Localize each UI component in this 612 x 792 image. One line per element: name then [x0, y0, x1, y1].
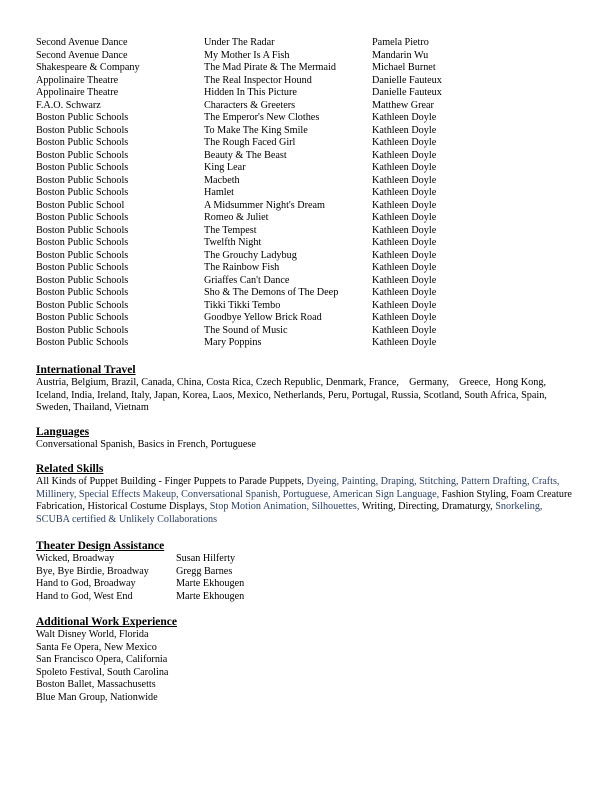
credit-show: Sho & The Demons of The Deep [204, 287, 339, 298]
credit-company: Boston Public Schools [36, 274, 129, 286]
credit-company: Boston Public School [36, 199, 125, 211]
credit-designer: Kathleen Doyle [372, 137, 437, 148]
credit-designer: Kathleen Doyle [372, 274, 437, 286]
credit-row [36, 100, 596, 113]
credit-show: Characters & Greeters [204, 99, 296, 111]
credit-company: Boston Public Schools [36, 124, 129, 136]
credit-show: Twelfth Night [204, 237, 262, 248]
skills-snorkeling: Snorkeling, SCUBA certified & Unlikely Collaborations [36, 501, 543, 525]
credit-show: Beauty & The Beast [204, 149, 287, 161]
international-travel-section [36, 363, 576, 415]
work-item: Walt Disney World, Florida [36, 629, 149, 640]
assist-show: Hand to God, West End [36, 590, 133, 602]
credit-company: Boston Public Schools [36, 249, 129, 261]
design-assistance-row [36, 566, 576, 579]
assist-designer: Susan Hilferty [176, 553, 236, 564]
credit-designer: Kathleen Doyle [372, 112, 437, 123]
related-skills-text [36, 476, 576, 526]
credit-show: The Grouchy Ladybug [204, 249, 297, 261]
credit-row [36, 325, 596, 338]
credit-company: Boston Public Schools [36, 324, 129, 336]
credit-designer: Michael Burnet [372, 62, 436, 73]
work-item: San Francisco Opera, California [36, 654, 168, 665]
credit-row [36, 337, 596, 350]
work-item: Spoleto Festival, South Carolina [36, 666, 169, 678]
credit-show: The Sound of Music [204, 324, 288, 336]
credit-designer: Kathleen Doyle [372, 124, 437, 136]
international-travel-text: Austria, Belgium, Brazil, Canada, China, Costa Rica, Czech Republic, Denmark, France, Germany, Greece, Hong Kong, Iceland, India, Ireland, Italy, Japan, Korea, Laos, Mexico, Netherlands, Peru, Portugal, Russia, Scotland, South Africa, Spain, Sweden, Thailand, Vietnam [36, 377, 550, 413]
credit-row [36, 300, 596, 313]
credit-designer: Danielle Fauteux [372, 74, 442, 86]
international-travel-heading: International Travel [36, 364, 136, 376]
credit-designer: Danielle Fauteux [372, 87, 442, 98]
credit-company: Boston Public Schools [36, 212, 129, 223]
additional-work-heading: Additional Work Experience [36, 616, 177, 628]
design-assistance-row [36, 578, 576, 591]
additional-work-section [36, 615, 576, 704]
credit-company: Boston Public Schools [36, 262, 129, 273]
assist-designer: Gregg Barnes [176, 565, 233, 577]
credit-company: Boston Public Schools [36, 337, 129, 348]
credit-show: To Make The King Smile [204, 124, 308, 136]
credit-show: A Midsummer Night's Dream [204, 199, 325, 211]
credit-company: Boston Public Schools [36, 287, 129, 298]
credit-show: The Rough Faced Girl [204, 137, 296, 148]
credit-show: My Mother Is A Fish [204, 49, 290, 61]
credit-company: Shakespeare & Company [36, 62, 140, 73]
credit-designer: Kathleen Doyle [372, 199, 437, 211]
credit-designer: Kathleen Doyle [372, 212, 437, 223]
credit-row [36, 200, 596, 213]
credit-row [36, 312, 596, 325]
credit-company: Boston Public Schools [36, 187, 129, 198]
skills-puppet-building: All Kinds of Puppet Building - Finger Puppets to Parade Puppets, [36, 476, 307, 487]
credit-show: The Tempest [204, 224, 257, 236]
credit-show: Hidden In This Picture [204, 87, 297, 98]
credit-designer: Kathleen Doyle [372, 312, 437, 323]
assist-show: Wicked, Broadway [36, 553, 115, 564]
assist-designer: Marte Ekhougen [176, 590, 245, 602]
credit-row [36, 187, 596, 200]
credit-designer: Kathleen Doyle [372, 287, 437, 298]
credit-show: King Lear [204, 162, 246, 173]
credit-designer: Kathleen Doyle [372, 324, 437, 336]
credit-show: Hamlet [204, 187, 234, 198]
credit-company: Boston Public Schools [36, 312, 129, 323]
credit-designer: Pamela Pietro [372, 37, 429, 48]
assist-designer: Marte Ekhougen [176, 578, 245, 589]
credit-show: The Mad Pirate & The Mermaid [204, 62, 336, 73]
credit-company: Boston Public Schools [36, 137, 129, 148]
credit-show: Tikki Tikki Tembo [204, 299, 281, 311]
design-assistance-section [36, 539, 576, 603]
credit-show: Goodbye Yellow Brick Road [204, 312, 322, 323]
credit-company: Second Avenue Dance [36, 37, 128, 48]
credit-designer: Kathleen Doyle [372, 224, 437, 236]
design-assistance-row [36, 591, 576, 604]
credit-designer: Kathleen Doyle [372, 237, 437, 248]
credit-company: Second Avenue Dance [36, 49, 128, 61]
work-item: Boston Ballet, Massachusetts [36, 679, 156, 690]
skills-writing: Writing, Directing, Dramaturgy, [361, 501, 496, 512]
skills-fabrication: Fashion Styling, Foam Creature Fabrication, Historical Costume Displays, [36, 488, 572, 512]
design-assistance-row [36, 553, 576, 566]
credit-row [36, 75, 596, 88]
credit-row [36, 37, 596, 50]
skills-textile-crafts: Dyeing, Painting, Draping, Stitching, Pattern Drafting, Crafts, Millinery, Special Effects Makeup, Conversational Spanish, Portuguese, American Sign Language, [36, 476, 560, 500]
credit-company: Boston Public Schools [36, 224, 129, 236]
credit-company: Boston Public Schools [36, 149, 129, 161]
credit-company: F.A.O. Schwarz [36, 99, 101, 111]
credit-row [36, 125, 596, 138]
credit-designer: Kathleen Doyle [372, 149, 437, 161]
credit-designer: Matthew Grear [372, 99, 434, 111]
credit-row [36, 112, 596, 125]
languages-heading: Languages [36, 426, 90, 438]
credit-designer: Kathleen Doyle [372, 299, 437, 311]
credit-company: Appolinaire Theatre [36, 87, 119, 98]
credit-row [36, 237, 596, 250]
credits-table [36, 37, 596, 350]
languages-text: Conversational Spanish, Basics in French, Portuguese [36, 439, 256, 450]
credit-row [36, 162, 596, 175]
credit-company: Appolinaire Theatre [36, 74, 119, 86]
credit-row [36, 250, 596, 263]
credit-designer: Kathleen Doyle [372, 187, 437, 198]
credit-designer: Kathleen Doyle [372, 174, 437, 186]
credit-show: Mary Poppins [204, 337, 262, 348]
credit-show: The Rainbow Fish [204, 262, 280, 273]
credit-company: Boston Public Schools [36, 237, 129, 248]
assist-show: Hand to God, Broadway [36, 578, 136, 589]
credit-row [36, 50, 596, 63]
credit-row [36, 87, 596, 100]
credit-designer: Kathleen Doyle [372, 337, 437, 348]
related-skills-section [36, 462, 576, 526]
credit-row [36, 175, 596, 188]
assist-show: Bye, Bye Birdie, Broadway [36, 565, 149, 577]
credit-show: The Emperor's New Clothes [204, 112, 320, 123]
credit-show: Griaffes Can't Dance [204, 274, 290, 286]
credit-row [36, 62, 596, 75]
credit-show: The Real Inspector Hound [204, 74, 312, 86]
related-skills-heading: Related Skills [36, 463, 104, 475]
credit-company: Boston Public Schools [36, 299, 129, 311]
languages-section [36, 425, 576, 452]
work-item: Blue Man Group, Nationwide [36, 691, 158, 703]
credit-row [36, 225, 596, 238]
credit-show: Under The Radar [204, 37, 275, 48]
credit-row [36, 262, 596, 275]
credit-designer: Mandarin Wu [372, 49, 429, 61]
credit-show: Macbeth [204, 174, 240, 186]
design-assistance-heading: Theater Design Assistance [36, 540, 165, 552]
credit-row [36, 150, 596, 163]
credit-company: Boston Public Schools [36, 112, 129, 123]
credit-designer: Kathleen Doyle [372, 249, 437, 261]
credit-company: Boston Public Schools [36, 174, 129, 186]
credit-designer: Kathleen Doyle [372, 262, 437, 273]
credit-company: Boston Public Schools [36, 162, 129, 173]
credit-show: Romeo & Juliet [204, 212, 269, 223]
credit-row [36, 137, 596, 150]
credit-row [36, 287, 596, 300]
credit-row [36, 212, 596, 225]
work-item: Santa Fe Opera, New Mexico [36, 641, 157, 653]
skills-animation: Stop Motion Animation, Silhouettes, [209, 501, 362, 512]
credit-designer: Kathleen Doyle [372, 162, 437, 173]
credit-row [36, 275, 596, 288]
